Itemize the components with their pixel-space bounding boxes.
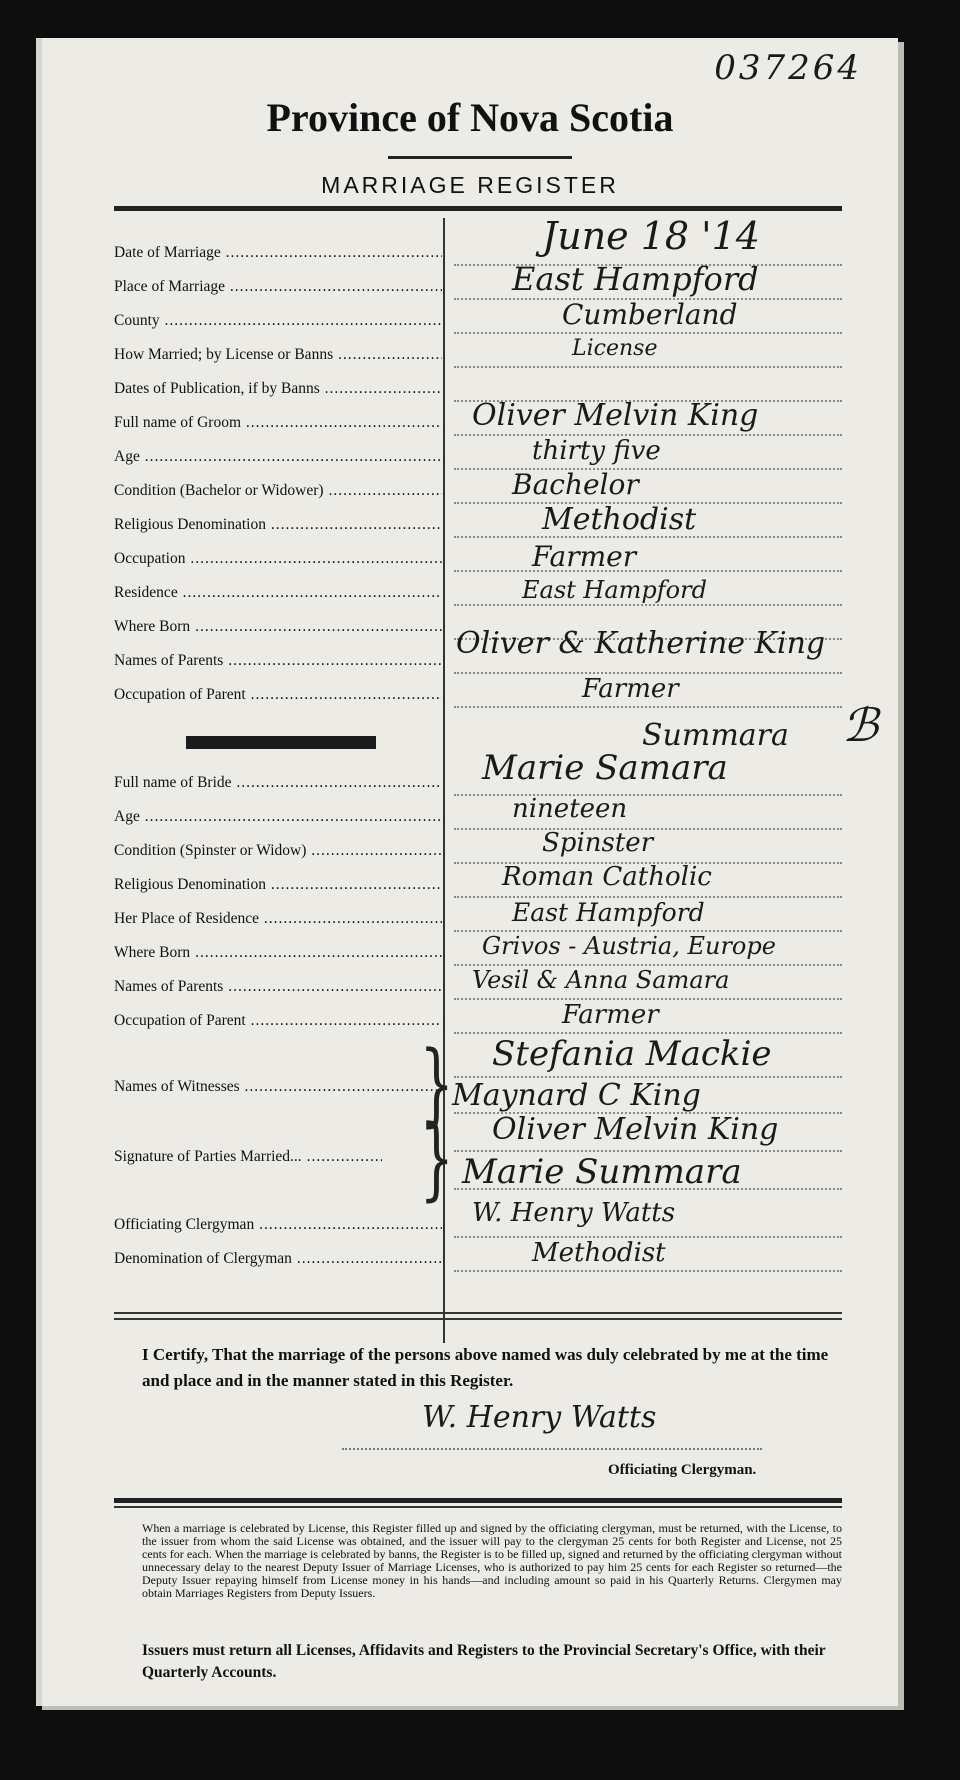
field-value: East Hampford [522,576,707,604]
title-rule [388,156,572,159]
field-value: nineteen [512,794,628,824]
register-title: MARRIAGE REGISTER [321,172,619,198]
certify-rule-top-2 [114,1318,842,1320]
field-value: Grivos - Austria, Europe [482,932,776,960]
parties-brace: } [419,1106,454,1211]
margin-mark: ℬ [842,698,879,752]
field-label: Religious Denomination ..... [114,516,442,534]
field-label: Condition (Bachelor or Widower) ..... [114,482,442,500]
field-value: East Hampford [512,260,759,298]
clergyman-signature: W. Henry Watts [422,1400,657,1435]
field-line [454,704,842,708]
field-value: Methodist [532,1238,666,1268]
field-label: Where Born ..... [114,618,442,636]
field-value: Farmer [582,674,679,704]
field-label: Date of Marriage ..... [114,244,442,262]
field-line [454,1268,842,1272]
top-rule [114,206,842,211]
field-label: Full name of Groom ..... [114,414,442,432]
serial-number: 037264 [714,48,862,88]
field-label: Where Born ..... [114,944,442,962]
field-label: Occupation of Parent ..... [114,686,442,704]
field-line [454,364,842,368]
field-value: Spinster [542,828,654,858]
field-value: Farmer [532,540,637,573]
field-label: Condition (Spinster or Widow) ..... [114,842,442,860]
field-label: Religious Denomination ..... [114,876,442,894]
witnesses-label: Names of Witnesses ..... [114,1078,442,1096]
field-label: Denomination of Clergyman ..... [114,1250,442,1268]
field-value: East Hampford [512,898,705,927]
witnesses-brace: } [419,1032,454,1137]
field-value: Oliver Melvin King [472,398,759,433]
parties-label: Signature of Parties Married... ..... [114,1148,382,1166]
certify-rule-top [114,1312,842,1314]
field-label: Names of Parents ..... [114,652,442,670]
groom-signature: Oliver Melvin King [492,1112,779,1147]
field-value: June 18 '14 [542,214,760,258]
issuers-note: Issuers must return all Licenses, Affidavits and Registers to the Provincial Secretary's Office, with their Quarterly Accounts. [142,1642,826,1681]
field-value: W. Henry Watts [472,1198,676,1228]
field-value: Marie Samara [482,748,728,788]
field-label: Her Place of Residence ..... [114,910,442,928]
field-value: Roman Catholic [502,862,712,892]
instructions-text: When a marriage is celebrated by License, this Register filled up and signed by the officiating clergyman, must be returned, with the License, to the issuer from whom the said License was obtained, and the issuer will pay to the clergyman 25 cents for both Register and License, not 25 cents for each. When the marriage is celebrated by banns, the Register is to be filled up, signed and returned by the officiating clergyman without unnecessary delay to the nearest Deputy Issuer of Marriage Licenses, who is authorized to pay him 25 cents for each Register so returned—the Deputy Issuer repaying himself from License money in his hands—and including amount so paid in his Quarterly Returns. Clergymen may obtain Marriages Registers from Deputy Issuers. [142,1521,842,1600]
field-label: Age ..... [114,448,442,466]
bride-signature: Marie Summara [462,1152,742,1192]
signature-line [342,1448,762,1450]
field-label: Names of Parents ..... [114,978,442,996]
field-label: Dates of Publication, if by Banns ..... [114,380,442,398]
field-value: Methodist [542,502,697,537]
field-value: thirty five [532,436,661,466]
witness-2: Maynard C King [452,1078,701,1113]
field-label: Officiating Clergyman ..... [114,1216,442,1234]
field-value: Bachelor [512,468,639,501]
field-label: County ..... [114,312,442,330]
witness-1: Stefania Mackie [492,1034,772,1074]
field-label: Residence ..... [114,584,442,602]
bride-name-correction: Summara [642,718,789,753]
bride-section-divider [186,736,376,749]
field-value: Oliver & Katherine King [456,626,826,661]
instructions-rule-2 [114,1506,842,1508]
register-page [36,38,898,1706]
field-label: Full name of Bride ..... [114,774,442,792]
field-line [454,568,842,572]
certification-text: I Certify, That the marriage of the persons above named was duly celebrated by me at the time and place and in the manner stated in this Register. [142,1345,829,1390]
field-label: Age ..... [114,808,442,826]
field-value: Cumberland [562,298,738,331]
province-title: Province of Nova Scotia [266,95,674,140]
field-value: Vesil & Anna Samara [472,966,730,994]
field-label: Occupation ..... [114,550,442,568]
field-value: License [572,336,658,361]
field-label: Occupation of Parent ..... [114,1012,442,1030]
field-label: How Married; by License or Banns ..... [114,346,442,364]
signature-caption: Officiating Clergyman. [608,1462,757,1478]
field-value: Farmer [562,1000,659,1030]
instructions-rule [114,1498,842,1503]
field-label: Place of Marriage ..... [114,278,442,296]
